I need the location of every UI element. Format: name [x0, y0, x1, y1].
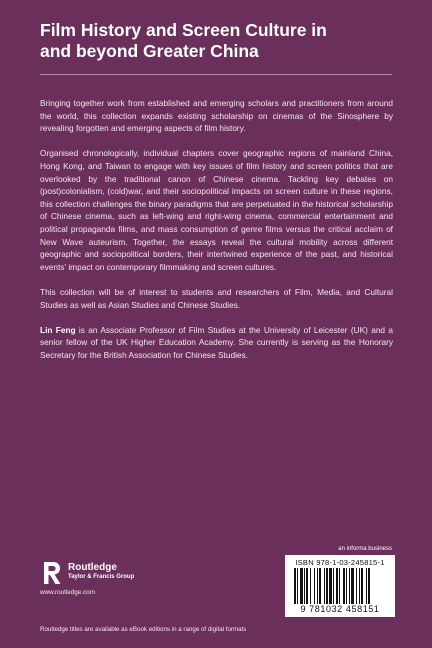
- barcode-bars-icon: [293, 568, 387, 604]
- blurb-paragraph-3: This collection will be of interest to students and researchers of Film, Media, and Cultural Studies as well as Asian Studies and Chinese Studies.: [40, 286, 393, 310]
- isbn-text: ISBN 978-1-03-245815-1: [295, 558, 385, 567]
- title-divider: [40, 74, 392, 75]
- blurb: [40, 97, 393, 374]
- title-line-2: and beyond Greater China: [40, 41, 259, 61]
- blurb-paragraph-2: Organised chronologically, individual chapters cover geographic regions of mainland China, Hong Kong, and Taiwan to engage with key issues of film history and screen politics that are overlooked by the traditional canon of Chinese cinema. Tackling key debates on (post)colonialism, (cold)war, and their sociopolitical impacts on screen culture in these regions, this collection challenges the binary paradigms that are perpetuated in the historical scholarship of Chinese cinema, such as left-wing and right-wing cinema, commercial entertainment and political propaganda films, and mass consumption of genre films versus the critical acclaim of New Wave auteurism. Together, the essays reveal the cultural mobility across different geographic and sociopolitical borders, their intertwined experience of the past, and historical events' impact on contemporary filmmaking and screen cultures.: [40, 148, 393, 272]
- publisher-name: Routledge: [68, 562, 117, 573]
- publisher-website[interactable]: www.routledge.com: [40, 589, 95, 596]
- blurb-paragraph-1: Bringing together work from established and emerging scholars and practitioners from around the world, this collection expands existing scholarship on cinemas of the Sinosphere by revealing forgotten and emerging aspects of film history.: [40, 98, 393, 134]
- barcode-digits: 9 781032 458151: [300, 604, 380, 614]
- ebook-note: Routledge titles are available as eBook editions in a range of digital formats: [40, 626, 247, 633]
- routledge-r-logo-icon: [40, 560, 64, 586]
- book-title: [40, 20, 400, 62]
- isbn-barcode: [285, 555, 395, 617]
- author-bio: [40, 324, 393, 362]
- publisher-group: Taylor & Francis Group: [68, 574, 135, 580]
- informa-business-label: an informa business: [338, 546, 392, 552]
- publisher-block: [40, 556, 200, 596]
- author-name: Lin Feng: [40, 324, 76, 335]
- title-line-1: Film History and Screen Culture in: [40, 20, 327, 40]
- author-bio-text: is an Associate Professor of Film Studies at the University of Leicester (UK) and a senior fellow of the UK Higher Education Academy. She currently is serving as the Honorary Secretary for the British Association for Chinese Studies.: [40, 324, 393, 360]
